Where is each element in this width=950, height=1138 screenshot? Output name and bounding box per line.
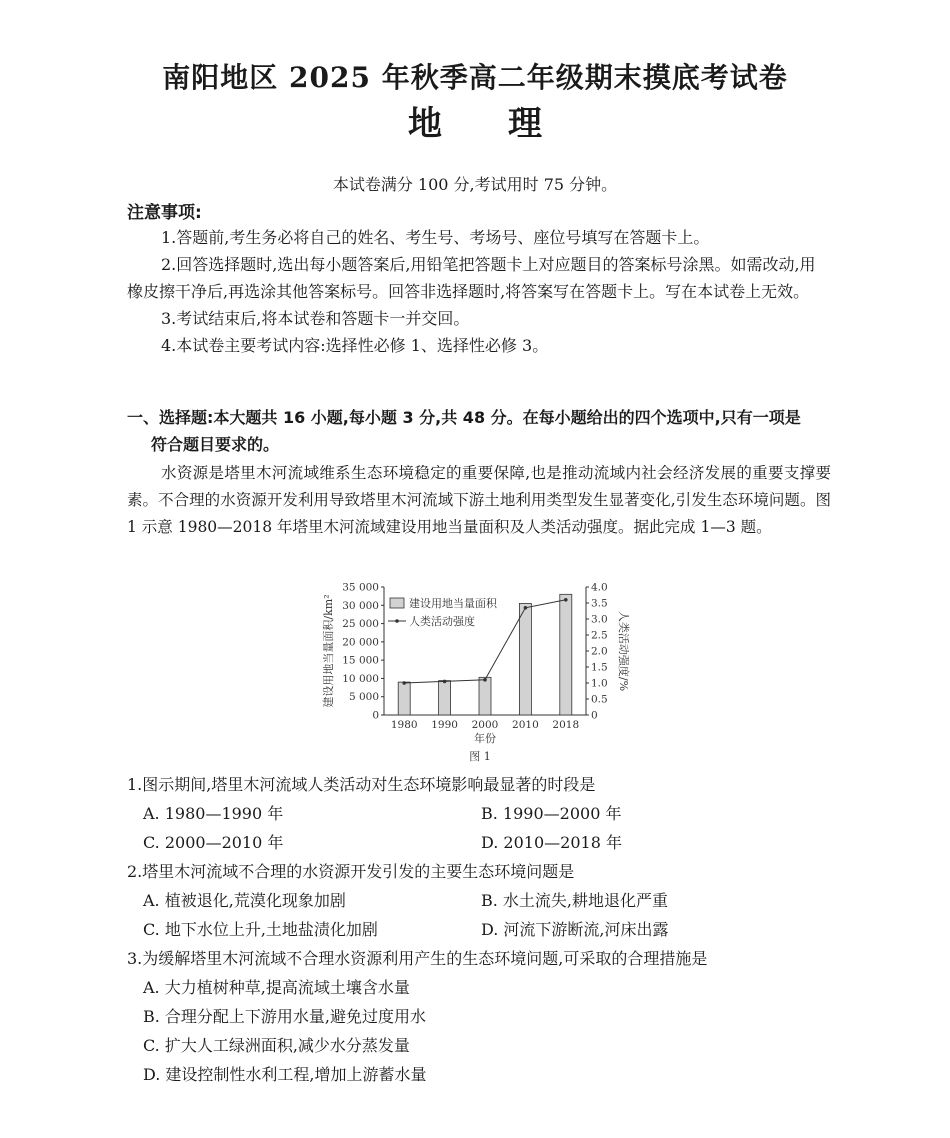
y-tick-label: 35 000 bbox=[342, 581, 379, 594]
x-tick-label: 1980 bbox=[390, 719, 418, 731]
question-1-stem: 1.图示期间,塔里木河流域人类活动对生态环境影响最显著的时段是 bbox=[127, 775, 596, 794]
activity-point bbox=[564, 598, 568, 602]
section-heading bbox=[127, 404, 831, 458]
question-1-options-row-1 bbox=[127, 799, 831, 828]
reading-passage bbox=[127, 460, 831, 541]
question-1-option-a: A. 1980—1990 年 bbox=[143, 804, 284, 823]
section-line-1: 一、选择题:本大题共 16 小题,每小题 3 分,共 48 分。在每小题给出的四个选项中,只有一项是 bbox=[127, 408, 801, 427]
section-line-2: 符合题目要求的。 bbox=[151, 435, 280, 454]
question-1-option-c: C. 2000—2010 年 bbox=[143, 833, 284, 852]
x-tick-label: 2018 bbox=[552, 719, 580, 731]
y-tick-label: 15 000 bbox=[342, 654, 379, 667]
question-1-option-d: D. 2010—2018 年 bbox=[481, 833, 622, 852]
question-2-option-a: A. 植被退化,荒漠化现象加剧 bbox=[143, 891, 346, 910]
y2-tick-label: 0.5 bbox=[591, 693, 608, 706]
exam-title: 南阳地区 2025 年秋季高二年级期末摸底考试卷 bbox=[162, 61, 788, 94]
note-item: 2.回答选择题时,选出每小题答案后,用铅笔把答题卡上对应题目的答案标号涂黑。如需改动,用橡皮擦干净后,再选涂其他答案标号。回答非选择题时,将答案写在答题卡上。写在本试卷上无效。 bbox=[127, 255, 816, 301]
y2-tick-label: 4.0 bbox=[591, 581, 608, 594]
question-3-stem: 3.为缓解塔里木河流域不合理水资源利用产生的生态环境问题,可采取的合理措施是 bbox=[127, 949, 708, 968]
activity-point bbox=[443, 680, 447, 684]
subject-char-1: 地 bbox=[408, 104, 442, 144]
notes-title: 注意事项: bbox=[127, 203, 202, 223]
note-item: 3.考试结束后,将本试卷和答题卡一并交回。 bbox=[161, 309, 470, 328]
x-tick-label: 2000 bbox=[471, 719, 499, 731]
y2-tick-label: 0 bbox=[591, 709, 598, 722]
y2-tick-label: 3.0 bbox=[591, 613, 608, 626]
x-axis-label: 年份 bbox=[474, 732, 496, 745]
question-3-option-a: A. 大力植树种草,提高流域土壤含水量 bbox=[143, 978, 410, 997]
question-2-option-c: C. 地下水位上升,土地盐渍化加剧 bbox=[143, 920, 378, 939]
question-3-option-c: C. 扩大人工绿洲面积,减少水分蒸发量 bbox=[143, 1036, 410, 1055]
question-2-options-row-2 bbox=[127, 915, 831, 944]
y-tick-label: 30 000 bbox=[342, 599, 379, 612]
x-tick-label: 1990 bbox=[431, 719, 458, 731]
legend-bar-swatch bbox=[390, 598, 404, 608]
y2-tick-label: 2.5 bbox=[591, 629, 608, 642]
figure-1-chart bbox=[320, 578, 650, 768]
bar bbox=[560, 594, 572, 715]
activity-point bbox=[524, 606, 528, 610]
legend-line-label: 人类活动强度 bbox=[409, 615, 475, 628]
question-2-option-d: D. 河流下游断流,河床出露 bbox=[481, 920, 669, 939]
passage-text: 水资源是塔里木河流域维系生态环境稳定的重要保障,也是推动流域内社会经济发展的重要支撑要素。不合理的水资源开发利用导致塔里木河流域下游土地利用类型发生显著变化,引发生态环境问题。图 1 示意 1980—2018 年塔里木河流域建设用地当量面积及人类活动强度。据此完成 1—3 题。 bbox=[127, 464, 831, 536]
question-3-option-d: D. 建设控制性水利工程,增加上游蓄水量 bbox=[143, 1065, 427, 1084]
y2-tick-label: 3.5 bbox=[591, 597, 608, 610]
bar bbox=[398, 682, 410, 715]
subject-title bbox=[0, 96, 950, 145]
note-item: 1.答题前,考生务必将自己的姓名、考生号、考场号、座位号填写在答题卡上。 bbox=[161, 228, 710, 247]
y2-axis-label: 人类活动强度/% bbox=[617, 610, 630, 692]
question-1-options-row-2 bbox=[127, 828, 831, 857]
bar bbox=[519, 603, 531, 715]
y-tick-label: 10 000 bbox=[342, 672, 379, 685]
exam-info: 本试卷满分 100 分,考试用时 75 分钟。 bbox=[332, 175, 618, 194]
y2-tick-label: 2.0 bbox=[591, 645, 608, 658]
note-item: 4.本试卷主要考试内容:选择性必修 1、选择性必修 3。 bbox=[161, 336, 549, 355]
activity-point bbox=[483, 678, 487, 682]
activity-point bbox=[402, 681, 406, 685]
notes-list bbox=[127, 224, 827, 359]
legend-bar-label: 建设用地当量面积 bbox=[409, 597, 497, 610]
subject-char-2: 理 bbox=[508, 104, 542, 144]
y-tick-label: 20 000 bbox=[342, 636, 379, 649]
y-axis-label: 建设用地当量面积/km² bbox=[322, 594, 335, 708]
question-1-option-b: B. 1990—2000 年 bbox=[481, 804, 622, 823]
questions bbox=[127, 770, 831, 1089]
y2-tick-label: 1.5 bbox=[591, 661, 608, 674]
figure-caption: 图 1 bbox=[469, 750, 491, 763]
y-tick-label: 5 000 bbox=[348, 691, 379, 704]
y-tick-label: 0 bbox=[372, 709, 379, 722]
question-2-options-row-1 bbox=[127, 886, 831, 915]
bar bbox=[439, 681, 451, 715]
x-tick-label: 2010 bbox=[512, 719, 539, 731]
y-tick-label: 25 000 bbox=[342, 618, 379, 631]
legend-line-marker bbox=[395, 619, 399, 623]
question-2-stem: 2.塔里木河流域不合理的水资源开发引发的主要生态环境问题是 bbox=[127, 862, 575, 881]
y2-tick-label: 1.0 bbox=[591, 677, 608, 690]
activity-line bbox=[404, 600, 566, 683]
question-2-option-b: B. 水土流失,耕地退化严重 bbox=[481, 891, 669, 910]
bar bbox=[479, 677, 491, 715]
question-3-option-b: B. 合理分配上下游用水量,避免过度用水 bbox=[143, 1007, 427, 1026]
